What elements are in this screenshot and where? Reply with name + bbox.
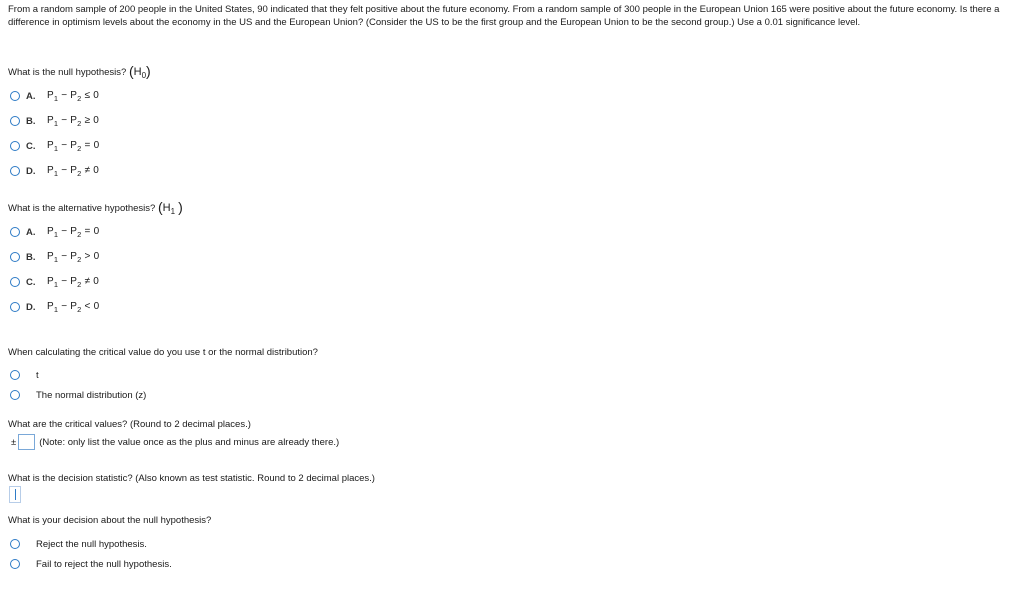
option-expression: $P_1 - P_2 = 0$ [47, 225, 100, 239]
option-expression: $P_1 - P_2 \le 0$ [47, 89, 100, 103]
critical-values-question: What are the critical values? (Round to 2 decimal places.) [8, 419, 251, 430]
radio-button[interactable] [10, 539, 20, 549]
decision-option-reject[interactable]: Reject the null hypothesis. [10, 537, 147, 551]
problem-statement: From a random sample of 200 people in the United States, 90 indicated that they felt positive about the future economy. From a random sample of 300 people in the European Union 165 were positive about the future economy. Is there a difference in optimism levels about the economy in the US and the European Union? (Consider the US to be the first group and the European Union to be the second group.) Use a 0.01 significance level. [8, 4, 1000, 28]
option-expression: $P_1 - P_2 > 0$ [47, 250, 100, 264]
radio-button[interactable] [10, 141, 20, 151]
radio-button[interactable] [10, 227, 20, 237]
option-expression: $P_1 - P_2 < 0$ [47, 300, 100, 314]
alternative-hypothesis-question [8, 199, 183, 216]
alt-option-b[interactable]: B. $P_1 - P_2 > 0$ [10, 250, 99, 264]
plus-minus-symbol: ± [11, 436, 17, 448]
critical-values-answer-row [8, 434, 339, 450]
radio-button[interactable] [10, 370, 20, 380]
text-cursor [15, 489, 16, 500]
decision-option-fail-to-reject[interactable]: Fail to reject the null hypothesis. [10, 557, 172, 571]
option-expression: $P_1 - P_2 \ge 0$ [47, 114, 100, 128]
alt-option-d[interactable]: D. $P_1 - P_2 < 0$ [10, 300, 99, 314]
null-option-c[interactable]: C. $P_1 - P_2 = 0$ [10, 139, 99, 153]
null-hypothesis-question [8, 63, 151, 80]
alt-option-a[interactable]: A. $P_1 - P_2 = 0$ [10, 225, 99, 239]
critical-value-input[interactable] [18, 434, 35, 450]
hypothesis-symbol: $(H_0)$ [128, 63, 151, 80]
distribution-question: When calculating the critical value do you use t or the normal distribution? [8, 347, 318, 358]
option-expression: $P_1 - P_2 \ne 0$ [47, 164, 100, 178]
distribution-option-z[interactable]: The normal distribution (z) [10, 388, 146, 402]
null-option-a[interactable]: A. $P_1 - P_2 \le 0$ [10, 89, 99, 103]
radio-button[interactable] [10, 91, 20, 101]
option-expression: $P_1 - P_2 \ne 0$ [47, 275, 100, 289]
question-text: What is the null hypothesis? [8, 67, 127, 78]
radio-button[interactable] [10, 390, 20, 400]
radio-button[interactable] [10, 252, 20, 262]
radio-button[interactable] [10, 277, 20, 287]
radio-button[interactable] [10, 116, 20, 126]
test-statistic-question: What is the decision statistic? (Also known as test statistic. Round to 2 decimal places.) [8, 473, 375, 484]
question-text: What is the alternative hypothesis? [8, 203, 156, 214]
decision-question: What is your decision about the null hypothesis? [8, 515, 212, 526]
critical-value-note: (Note: only list the value once as the plus and minus are already there.) [39, 436, 340, 448]
option-expression: $P_1 - P_2 = 0$ [47, 139, 100, 153]
radio-button[interactable] [10, 166, 20, 176]
alt-option-c[interactable]: C. $P_1 - P_2 \ne 0$ [10, 275, 99, 289]
radio-button[interactable] [10, 559, 20, 569]
null-option-d[interactable]: D. $P_1 - P_2 \ne 0$ [10, 164, 99, 178]
test-statistic-input[interactable] [9, 486, 21, 503]
null-option-b[interactable]: B. $P_1 - P_2 \ge 0$ [10, 114, 99, 128]
distribution-option-t[interactable]: t [10, 368, 39, 382]
radio-button[interactable] [10, 302, 20, 312]
hypothesis-symbol: ($H_1$ ) [157, 199, 183, 216]
